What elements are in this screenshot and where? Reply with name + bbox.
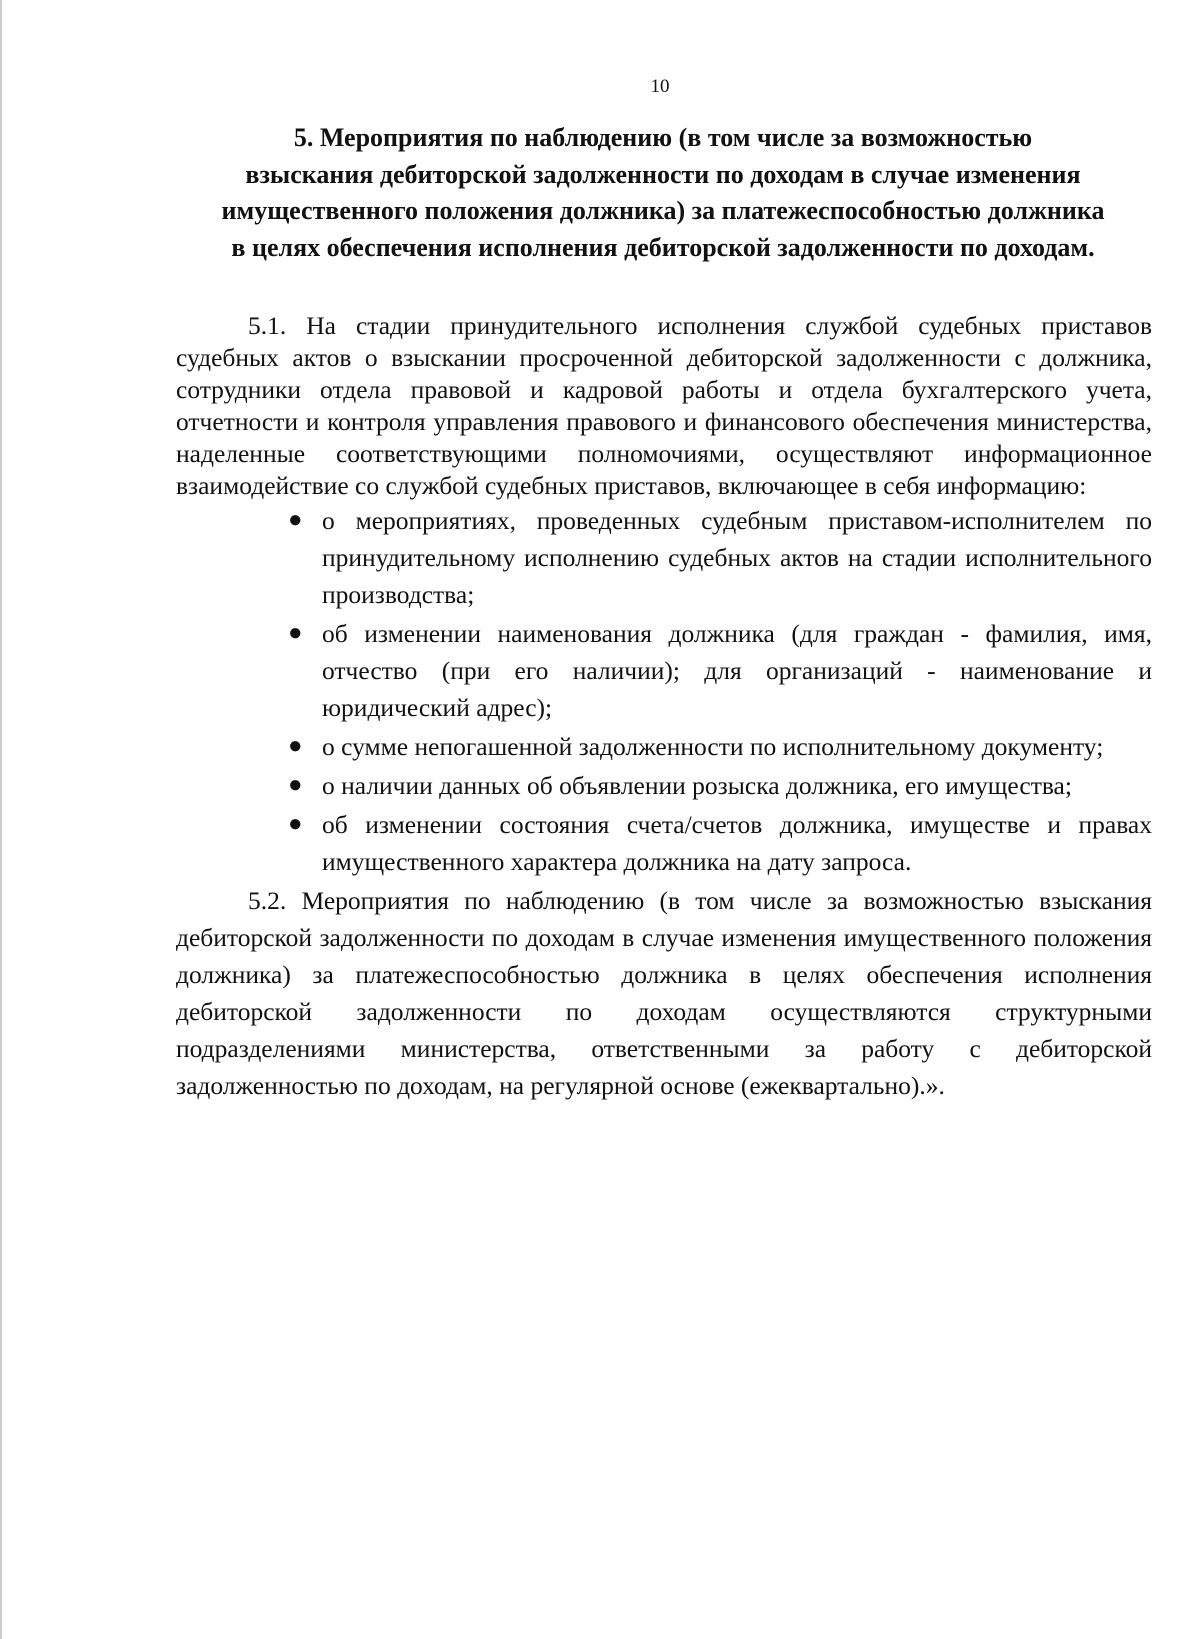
list-item (288, 615, 1152, 726)
bullet-icon: ● (288, 507, 303, 533)
document-body (176, 310, 1152, 1104)
list-item-text: о наличии данных об объявлении розыска должника, его имущества; (322, 771, 1072, 800)
list-item-text: о сумме непогашенной задолженности по исполнительному документу; (322, 732, 1104, 761)
paragraph-text: Мероприятия по наблюдению (в том числе за возможностью взыскания дебиторской задолженности по доходам в случае изменения имущественного положения должника) за платежеспособностью должника в целях обеспечения исполнения дебиторской задолженности по доходам осуществляются структурными подразделениями министерства, ответственными за работу с дебиторской задолженностью по доходам, на регулярной основе (ежеквартально).». (176, 886, 1152, 1100)
heading-line: в целях обеспечения исполнения дебиторской задолженности по доходам. (231, 232, 1095, 262)
bullet-icon: ● (288, 620, 303, 646)
section-heading (172, 120, 1154, 266)
paragraph-5-1 (176, 310, 1152, 502)
page-number: 10 (650, 76, 670, 97)
list-item-text: об изменении наименования должника (для граждан - фамилия, имя, отчество (при его наличии); для организаций - наименование и юридический адрес); (322, 619, 1152, 722)
paragraph-5-2 (176, 882, 1152, 1104)
list-item-text: о мероприятиях, проведенных судебным приставом-исполнителем по принудительному исполнению судебных актов на стадии исполнительного производства; (322, 506, 1152, 609)
bullet-icon: ● (288, 811, 303, 837)
paragraph-number: 5.2. (248, 886, 287, 915)
bullet-icon: ● (288, 772, 303, 798)
bullet-icon: ● (288, 733, 303, 759)
list-item (288, 806, 1152, 880)
heading-line: взыскания дебиторской задолженности по доходам в случае изменения (245, 159, 1081, 189)
heading-line: 5. Мероприятия по наблюдению (в том числе за возможностью (293, 123, 1033, 152)
heading-line: имущественного положения должника) за платежеспособностью должника (221, 196, 1105, 225)
paragraph-text: На стадии принудительного исполнения службой судебных приставов судебных актов о взыскании просроченной дебиторской задолженности с должника, сотрудники отдела правовой и кадровой работы и отдела бухгалтерского учета, отчетности и контроля управления правового и финансового обеспечения министерства, наделенные соответствующими полномочиями, осуществляют информационное взаимодействие со службой судебных приставов, включающее в себя информацию: (176, 311, 1152, 500)
list-item (288, 767, 1152, 804)
bullet-list (176, 502, 1152, 880)
list-item-text: об изменении состояния счета/счетов должника, имуществе и правах имущественного характера должника на дату запроса. (322, 810, 1152, 876)
list-item (288, 502, 1152, 613)
list-item (288, 728, 1152, 765)
paragraph-number: 5.1. (248, 311, 287, 340)
page-edge (0, 0, 2, 1639)
